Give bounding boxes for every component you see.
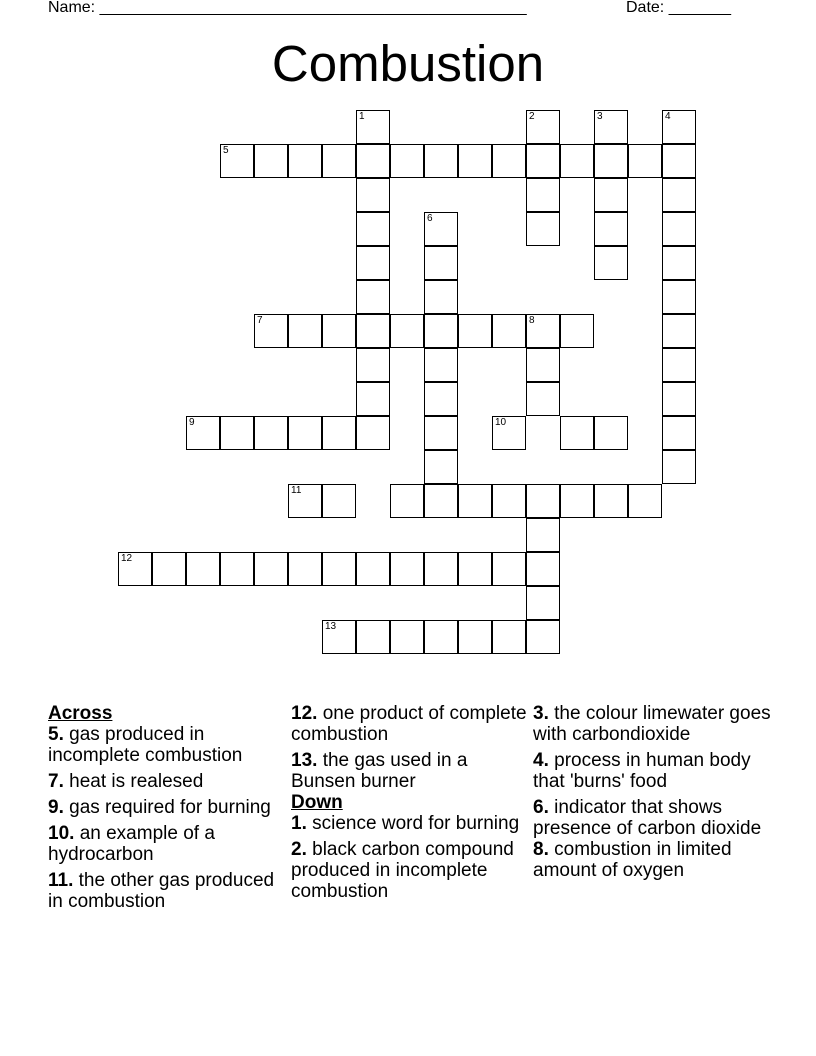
grid-cell[interactable] [390, 314, 424, 348]
grid-cell[interactable] [152, 552, 186, 586]
grid-cell[interactable] [356, 416, 390, 450]
grid-cell[interactable] [356, 314, 390, 348]
clue-number: 10 [495, 417, 507, 428]
grid-cell[interactable] [356, 144, 390, 178]
grid-cell[interactable] [526, 144, 560, 178]
clue-number: 5 [223, 145, 229, 156]
grid-cell[interactable] [560, 416, 594, 450]
clue-number: 12 [121, 553, 133, 564]
grid-cell[interactable] [254, 144, 288, 178]
grid-cell[interactable] [288, 484, 322, 518]
grid-cell[interactable] [322, 314, 356, 348]
grid-cell[interactable] [458, 620, 492, 654]
clue-across-11: 11. the other gas produced in combustion [48, 870, 275, 912]
grid-cell[interactable] [594, 416, 628, 450]
grid-cell[interactable] [254, 552, 288, 586]
grid-cell[interactable] [526, 586, 560, 620]
across-heading: Across [48, 703, 113, 724]
grid-cell[interactable] [594, 212, 628, 246]
grid-cell[interactable] [356, 246, 390, 280]
down-heading: Down [291, 792, 343, 813]
grid-cell[interactable] [662, 212, 696, 246]
grid-cell[interactable] [458, 144, 492, 178]
grid-cell[interactable] [288, 416, 322, 450]
grid-cell[interactable] [118, 552, 152, 586]
clues-column-2 [291, 703, 529, 907]
grid-cell[interactable] [322, 416, 356, 450]
clue-down-1: 1. science word for burning [291, 813, 520, 834]
grid-cell[interactable] [526, 620, 560, 654]
grid-cell[interactable] [594, 110, 628, 144]
grid-cell[interactable] [662, 314, 696, 348]
grid-cell[interactable] [186, 552, 220, 586]
grid-cell[interactable] [594, 144, 628, 178]
grid-cell[interactable] [662, 280, 696, 314]
grid-cell[interactable] [526, 314, 560, 348]
grid-cell[interactable] [424, 144, 458, 178]
clue-down-3: 3. the colour limewater goes with carbondioxide [533, 703, 771, 745]
clue-number: 11 [291, 485, 302, 496]
grid-cell[interactable] [458, 314, 492, 348]
clue-number: 13 [325, 621, 337, 632]
grid-cell[interactable] [390, 620, 424, 654]
grid-cell[interactable] [356, 280, 390, 314]
grid-cell[interactable] [628, 144, 662, 178]
grid-cell[interactable] [424, 246, 458, 280]
clue-down-6: 6. indicator that shows presence of carbon dioxide [533, 797, 762, 839]
grid-cell[interactable] [492, 416, 526, 450]
grid-cell[interactable] [662, 178, 696, 212]
grid-cell[interactable] [526, 348, 560, 382]
grid-cell[interactable] [458, 552, 492, 586]
puzzle-title: Combustion [271, 35, 545, 92]
name-field-label: Name: ________________________________________________ [48, 0, 527, 16]
clue-number: 9 [189, 417, 195, 428]
clue-across-9: 9. gas required for burning [48, 797, 271, 818]
clue-across-7: 7. heat is realesed [48, 771, 204, 792]
grid-cell[interactable] [424, 314, 458, 348]
grid-cell[interactable] [594, 178, 628, 212]
grid-cell[interactable] [526, 518, 560, 552]
grid-cell[interactable] [492, 552, 526, 586]
clue-across-10: 10. an example of a hydrocarbon [48, 823, 215, 865]
clue-number: 2 [529, 111, 535, 122]
grid-cell[interactable] [356, 178, 390, 212]
grid-cell[interactable] [662, 382, 696, 416]
grid-cell[interactable] [662, 144, 696, 178]
grid-cell[interactable] [662, 110, 696, 144]
grid-cell[interactable] [356, 348, 390, 382]
clue-across-13: 13. the gas used in a Bunsen burner [291, 750, 468, 792]
grid-cell[interactable] [662, 416, 696, 450]
grid-cell[interactable] [526, 212, 560, 246]
clue-number: 7 [257, 315, 263, 326]
grid-cell[interactable] [356, 552, 390, 586]
clue-down-2: 2. black carbon compound produced in incomplete combustion [291, 839, 514, 902]
grid-cell[interactable] [492, 144, 526, 178]
grid-cell[interactable] [356, 110, 390, 144]
grid-cell[interactable] [424, 280, 458, 314]
grid-cell[interactable] [424, 450, 458, 484]
grid-cell[interactable] [288, 144, 322, 178]
clue-across-12: 12. one product of complete combustion [291, 703, 527, 745]
grid-cell[interactable] [424, 212, 458, 246]
grid-cell[interactable] [220, 416, 254, 450]
grid-cell[interactable] [526, 552, 560, 586]
grid-cell[interactable] [492, 620, 526, 654]
grid-cell[interactable] [526, 484, 560, 518]
clue-down-4: 4. process in human body that 'burns' food [533, 750, 751, 792]
grid-cell[interactable] [560, 314, 594, 348]
grid-cell[interactable] [390, 552, 424, 586]
clue-number: 3 [597, 111, 603, 122]
grid-cell[interactable] [390, 144, 424, 178]
grid-cell[interactable] [322, 552, 356, 586]
grid-cell[interactable] [220, 144, 254, 178]
grid-cell[interactable] [322, 620, 356, 654]
grid-cell[interactable] [424, 348, 458, 382]
grid-cell[interactable] [254, 416, 288, 450]
grid-cell[interactable] [594, 484, 628, 518]
grid-cell[interactable] [322, 144, 356, 178]
date-field-label: Date: _______ [626, 0, 731, 16]
clues-column-1 [48, 703, 286, 917]
grid-cell[interactable] [662, 348, 696, 382]
grid-cell[interactable] [356, 212, 390, 246]
grid-cell[interactable] [424, 416, 458, 450]
clues-column-3 [533, 703, 771, 886]
grid-cell[interactable] [492, 314, 526, 348]
grid-cell[interactable] [288, 314, 322, 348]
clue-number: 1 [359, 111, 365, 122]
grid-cell[interactable] [424, 382, 458, 416]
grid-cell[interactable] [560, 484, 594, 518]
grid-cell[interactable] [424, 484, 458, 518]
grid-cell[interactable] [220, 552, 254, 586]
grid-cell[interactable] [390, 484, 424, 518]
grid-cell[interactable] [492, 484, 526, 518]
grid-cell[interactable] [356, 382, 390, 416]
clue-down-8: 8. combustion in limited amount of oxygen [533, 839, 732, 881]
grid-cell[interactable] [288, 552, 322, 586]
grid-cell[interactable] [424, 620, 458, 654]
grid-cell[interactable] [356, 620, 390, 654]
clue-number: 8 [529, 315, 535, 326]
grid-cell[interactable] [662, 246, 696, 280]
grid-cell[interactable] [628, 484, 662, 518]
grid-cell[interactable] [186, 416, 220, 450]
grid-cell[interactable] [526, 382, 560, 416]
clue-number: 4 [665, 111, 671, 122]
clue-number: 6 [427, 213, 433, 224]
grid-cell[interactable] [526, 178, 560, 212]
grid-cell[interactable] [424, 552, 458, 586]
grid-cell[interactable] [594, 246, 628, 280]
grid-cell[interactable] [662, 450, 696, 484]
grid-cell[interactable] [458, 484, 492, 518]
grid-cell[interactable] [526, 110, 560, 144]
grid-cell[interactable] [560, 144, 594, 178]
grid-cell[interactable] [254, 314, 288, 348]
grid-cell[interactable] [322, 484, 356, 518]
clue-across-5: 5. gas produced in incomplete combustion [48, 724, 243, 766]
